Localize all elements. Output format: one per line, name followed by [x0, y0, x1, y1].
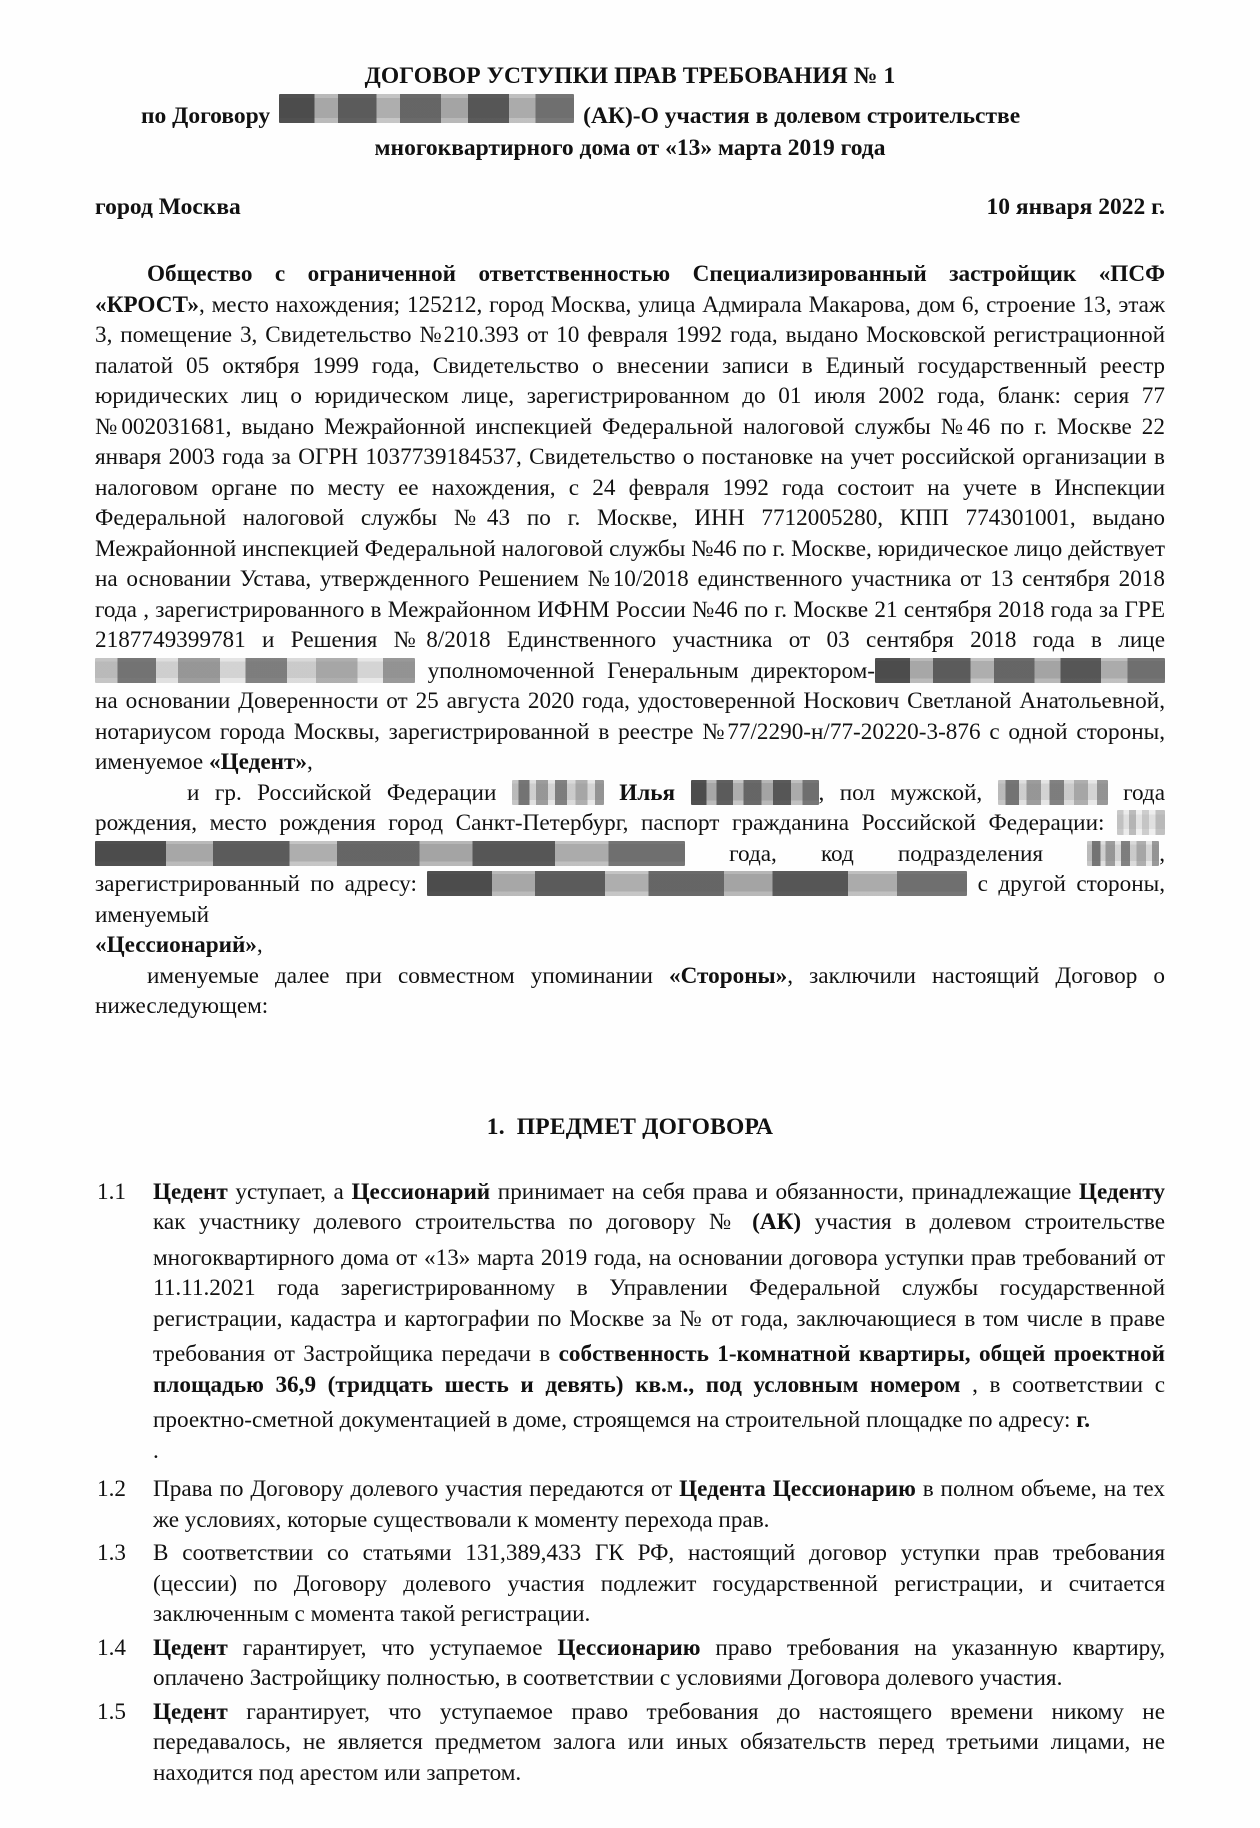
cessionary-term-label: «Цессионарий» — [95, 932, 257, 959]
redaction-person-surname — [512, 780, 604, 805]
clause-text-bold: Цеденту — [1078, 1178, 1165, 1205]
redaction-passport-rest — [95, 841, 685, 866]
redaction-person-birthdate — [998, 780, 1108, 805]
clause-number: 1.3 — [97, 1540, 126, 1567]
parties-term-label: «Стороны» — [669, 962, 788, 989]
cedent-term-label: «Цедент» — [209, 749, 307, 776]
title-subtitle-suffix: (АК)-О участия в долевом строительстве — [583, 103, 1021, 130]
clause-text-run: гарантирует, что уступаемое право требования до настоящего времени никому не передавалось, не является предметом залога или иных обязательств перед третьими лицами, не находится под арестом или запретом. — [153, 1698, 1165, 1786]
clause-item — [95, 1177, 1165, 1472]
section-1-heading — [95, 1114, 1165, 1141]
parties-conclusion: , заключили настоящий Договор о нижеследующем: — [95, 962, 1165, 1020]
clause-text-run: , в соответствии с проектно-сметной документацией в доме, строящемся на строительной площадке по адресу: — [153, 1371, 1165, 1434]
clause-text-bold: Цессионарию — [557, 1634, 701, 1661]
cedent-details-3: на основании Доверенности от 25 августа 2020 года, удостоверенной Носкович Светланой Анатольевной, нотариусом города Москвы, зарегистрированной в реестре №77/2290-н/77-20220-3-876 с одной стороны, именуемое — [95, 688, 1165, 776]
city-label: город Москва — [95, 194, 241, 221]
clause-text-run: от — [711, 1305, 741, 1332]
preamble-paragraph-cedent — [95, 259, 1165, 778]
section-1-number: 1. — [486, 1113, 505, 1140]
page-title: ДОГОВОР УСТУПКИ ПРАВ ТРЕБОВАНИЯ № 1 — [364, 63, 896, 89]
clause-number: 1.5 — [97, 1698, 126, 1725]
clause-text-run: . — [153, 1437, 159, 1464]
clause-text-bold: Цессионарий — [351, 1178, 491, 1205]
clause-text-run: в полном объеме, на тех же условиях, которые существовали к моменту перехода прав. — [153, 1476, 1166, 1533]
cedent-details-1: , место нахождения; 125212, город Москва, улица Адмирала Макарова, дом 6, строение 13, этаж 3, помещение 3, Свидетельство №210.393 от 10 февраля 1992 года, выдано Московской регистрационной палатой 05 октября 1999 года, Свидетельство о внесении записи в Единый государственный реестр юридических лиц о юридическом лице, зарегистрированном до 01 июля 2002 года, бланк: серия 77 №002031681, выдано Межрайонной инспекцией Федеральной налоговой службы №46 по г. Москве 22 января 2003 года за ОГРН 1037739184537, Свидетельство о постановке на учет российской организации в налоговом органе по месту ее нахождения, с 24 февраля 1992 года состоит на учете в Инспекции Федеральной налоговой службы №43 по г. Москве, ИНН 7712005280, КПП 774301001, выдано Межрайонной инспекцией Федеральной налоговой службы №46 по г. Москве, юридическое лицо действует на основании Устава, утвержденного Решением №10/2018 единственного участника от 13 сентября 2018 года , зарегистрированного в Межрайонном ИФНМ России №46 по г. Москве 21 сентября 2018 года за ГРЕ 2187749399781 и Решения №8/2018 Единственного участника от 03 сентября 2018 года в лице — [95, 291, 1165, 654]
section-1-title: ПРЕДМЕТ ДОГОВОРА — [516, 1113, 774, 1140]
clause-item — [95, 1633, 1165, 1694]
title-subtitle-prefix: по Договору — [141, 103, 271, 130]
clause-number: 1.2 — [97, 1476, 126, 1503]
cessionary-gender: , пол мужской, — [818, 779, 998, 806]
title-block — [95, 62, 1165, 163]
clause-text-run: уступает, а — [227, 1178, 352, 1205]
redaction-contract-number — [279, 94, 574, 123]
clause-text-run: Права по Договору долевого участия передаются от — [153, 1476, 680, 1503]
clause-text-run: В соответствии со статьями 131,389,433 ГК РФ, настоящий договор уступки прав требования (цессии) по Договору долевого участия подлежит государственной регистрации, и считается заключенным с момента такой регистрации. — [153, 1540, 1165, 1628]
clause-text-run: гарантирует, что уступаемое — [227, 1634, 558, 1661]
clause-text — [153, 1474, 1165, 1535]
redaction-address — [427, 871, 967, 896]
document-date: 10 января 2022 г. — [986, 194, 1165, 221]
clause-text — [153, 1177, 1165, 1472]
clause-text-run: принимает на себя права и обязанности, принадлежащие — [490, 1178, 1079, 1205]
cedent-details-end: , — [307, 749, 313, 776]
clause-text-bold: собственность 1-комнатной квартиры, общей проектной площадью 36,9 (тридцать шесть и девять) кв.м., под условным номером — [153, 1341, 1165, 1398]
clause-text-bold: г. — [1076, 1407, 1091, 1434]
cedent-details-2: уполномоченной Генеральным директором- — [415, 657, 875, 684]
preamble-paragraph-parties — [95, 961, 1165, 1022]
redaction-department-code — [1087, 841, 1159, 866]
preamble-paragraph-cessionary — [95, 778, 1165, 961]
clause-number: 1.1 — [97, 1178, 126, 1205]
cessionary-side: с другой стороны, именуемый — [95, 871, 1166, 928]
cessionary-end: , — [256, 932, 263, 959]
document-body — [95, 62, 1165, 1791]
clause-number: 1.4 — [97, 1634, 126, 1661]
redaction-passport-start — [1117, 810, 1165, 835]
clause-text — [153, 1538, 1165, 1630]
clause-text-run: участия в долевом строительстве многоквартирного дома от «13» марта 2019 года, на основании договора уступки прав требований от 11.11.2021 года зарегистрированному в Управлении Федеральной службы государственной регистрации, кадастра и картографии по Москве за № — [153, 1209, 1165, 1332]
clause-item — [95, 1697, 1165, 1789]
parties-intro: именуемые далее при совместном упоминании — [147, 962, 669, 989]
cedent-company-name: Общество с ограниченной ответственностью Специализированный застройщик «ПСФ «КРОСТ» — [95, 261, 1165, 318]
cessionary-passport-details: года, код подразделения — [685, 840, 1088, 867]
clause-text-bold: (АК) — [752, 1209, 802, 1236]
redaction-person-patronymic — [691, 780, 819, 805]
cessionary-intro: и гр. Российской Федерации — [187, 779, 512, 806]
clause-item — [95, 1538, 1165, 1630]
clause-text-bold: Цедент — [153, 1178, 228, 1205]
clause-text-run: право требования на указанную квартиру, оплачено Застройщику полностью, в соответствии с условиями Договора долевого участия. — [153, 1634, 1165, 1692]
clause-text-run: как участнику долевого строительства по договору № — [153, 1209, 753, 1236]
clause-text-run: года, заключающиеся в том числе в праве требования от Застройщика передачи в — [153, 1305, 1166, 1368]
redaction-preamble-person1 — [95, 658, 415, 683]
cessionary-first-name: Илья — [619, 779, 676, 806]
clause-list — [95, 1177, 1165, 1789]
clause-item — [95, 1474, 1165, 1535]
cessionary-birth-details: года рождения, место рождения город Санкт-Петербург, паспорт гражданина Российской Федерации: — [95, 779, 1166, 837]
clause-text — [153, 1633, 1165, 1694]
redaction-preamble-person2 — [875, 658, 1165, 683]
clause-text-bold: Цедент — [153, 1698, 228, 1725]
clause-text-bold: Цедента Цессионарию — [679, 1476, 916, 1503]
title-subtitle-line — [95, 94, 1165, 131]
city-date-row — [95, 194, 1165, 221]
title-subtitle-line3: многоквартирного дома от «13» марта 2019 года — [374, 135, 886, 162]
clause-text-bold: Цедент — [153, 1634, 228, 1661]
cessionary-registration: , зарегистрированный по адресу: — [95, 840, 1165, 898]
clause-text — [153, 1697, 1165, 1789]
